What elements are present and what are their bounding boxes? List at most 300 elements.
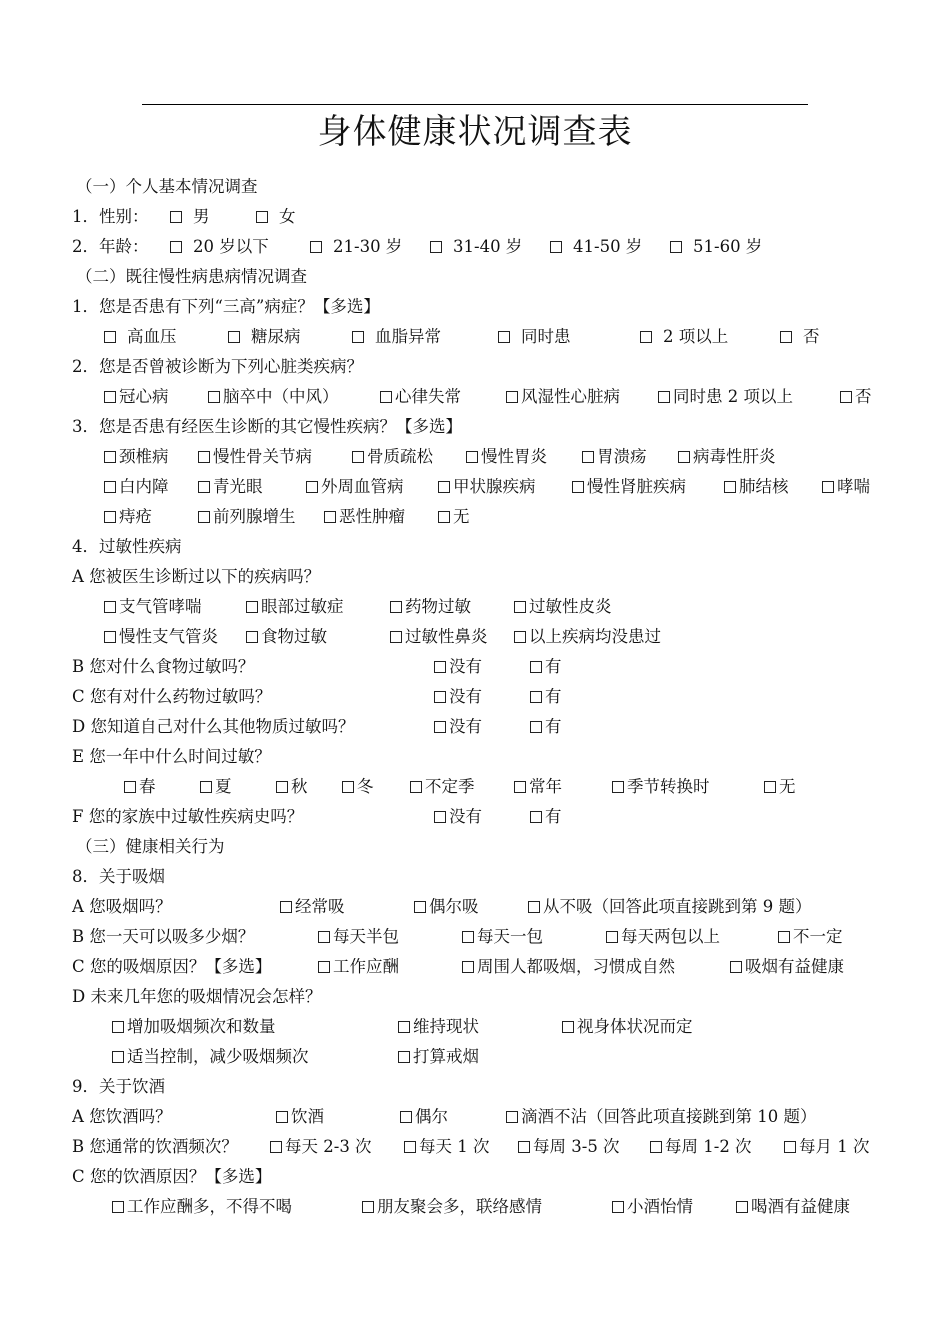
checkbox-icon[interactable] xyxy=(352,451,364,463)
checkbox-option[interactable] xyxy=(198,502,296,532)
checkbox-icon[interactable] xyxy=(514,781,526,793)
checkbox-option[interactable] xyxy=(650,1132,752,1162)
checkbox-icon[interactable] xyxy=(112,1201,124,1213)
option-label: 没有 xyxy=(449,717,482,736)
checkbox-icon[interactable] xyxy=(112,1021,124,1033)
option-label: 视身体状况而定 xyxy=(577,1017,693,1036)
checkbox-option[interactable] xyxy=(414,892,479,922)
checkbox-option[interactable] xyxy=(514,592,612,622)
survey-line xyxy=(0,322,950,352)
checkbox-icon[interactable] xyxy=(606,931,618,943)
survey-line xyxy=(0,922,950,952)
checkbox-icon[interactable] xyxy=(398,1021,410,1033)
checkbox-option[interactable] xyxy=(438,502,470,532)
checkbox-icon[interactable] xyxy=(410,781,422,793)
checkbox-icon[interactable] xyxy=(380,391,392,403)
checkbox-option[interactable] xyxy=(380,382,461,412)
option-label: 2 项以上 xyxy=(663,327,729,346)
checkbox-option[interactable] xyxy=(612,772,710,802)
option-label: 胃溃疡 xyxy=(597,447,647,466)
checkbox-icon[interactable] xyxy=(104,511,116,523)
checkbox-icon[interactable] xyxy=(462,931,474,943)
checkbox-icon[interactable] xyxy=(840,391,852,403)
checkbox-icon[interactable] xyxy=(530,661,542,673)
checkbox-option[interactable] xyxy=(318,922,399,952)
question-text: F 您的家族中过敏性疾病史吗？ xyxy=(72,807,304,826)
option-label: 女 xyxy=(279,207,296,226)
checkbox-option[interactable] xyxy=(780,322,820,352)
option-label: 从不吸（回答此项直接跳到第 9 题） xyxy=(543,897,812,916)
option-label: 春 xyxy=(139,777,156,796)
checkbox-icon[interactable] xyxy=(506,391,518,403)
checkbox-option[interactable] xyxy=(466,442,547,472)
checkbox-icon[interactable] xyxy=(310,241,322,253)
survey-line xyxy=(0,1102,950,1132)
option-label: 每天两包以上 xyxy=(621,927,720,946)
option-label: 颈椎病 xyxy=(119,447,169,466)
option-label: 适当控制，减少吸烟频次 xyxy=(127,1047,309,1066)
option-label: 慢性胃炎 xyxy=(481,447,547,466)
checkbox-option[interactable] xyxy=(658,382,793,412)
checkbox-option[interactable] xyxy=(462,922,543,952)
option-label: 同时患 2 项以上 xyxy=(673,387,793,406)
survey-line xyxy=(0,682,950,712)
checkbox-icon[interactable] xyxy=(530,811,542,823)
checkbox-option[interactable] xyxy=(104,622,218,652)
checkbox-option[interactable] xyxy=(670,232,762,262)
option-label: 慢性肾脏疾病 xyxy=(587,477,686,496)
checkbox-icon[interactable] xyxy=(280,901,292,913)
option-label: 慢性支气管炎 xyxy=(119,627,218,646)
checkbox-icon[interactable] xyxy=(246,631,258,643)
checkbox-option[interactable] xyxy=(430,232,522,262)
survey-line xyxy=(0,262,950,292)
checkbox-option[interactable] xyxy=(280,892,345,922)
option-label: 增加吸烟频次和数量 xyxy=(127,1017,276,1036)
checkbox-option[interactable] xyxy=(362,1192,542,1222)
option-label: 夏 xyxy=(215,777,232,796)
option-label: 过敏性鼻炎 xyxy=(405,627,488,646)
survey-line xyxy=(0,232,950,262)
survey-line xyxy=(0,1162,950,1192)
checkbox-option[interactable] xyxy=(530,712,562,742)
option-label: 哮喘 xyxy=(837,477,870,496)
checkbox-option[interactable] xyxy=(170,202,210,232)
option-label: 51-60 岁 xyxy=(693,237,763,256)
option-label: 否 xyxy=(803,327,820,346)
checkbox-option[interactable] xyxy=(352,442,433,472)
survey-line xyxy=(0,502,950,532)
checkbox-option[interactable] xyxy=(562,1012,693,1042)
checkbox-icon[interactable] xyxy=(124,781,136,793)
question-text: B 您一天可以吸多少烟？ xyxy=(72,927,255,946)
checkbox-icon[interactable] xyxy=(434,691,446,703)
checkbox-icon[interactable] xyxy=(104,631,116,643)
checkbox-option[interactable] xyxy=(104,442,169,472)
checkbox-icon[interactable] xyxy=(572,481,584,493)
checkbox-icon[interactable] xyxy=(780,331,792,343)
checkbox-icon[interactable] xyxy=(438,511,450,523)
checkbox-icon[interactable] xyxy=(514,631,526,643)
option-label: 小酒怡情 xyxy=(627,1197,693,1216)
checkbox-icon[interactable] xyxy=(658,391,670,403)
checkbox-icon[interactable] xyxy=(198,511,210,523)
option-label: 高血压 xyxy=(127,327,177,346)
survey-line xyxy=(0,832,950,862)
survey-line xyxy=(0,652,950,682)
option-label: 周围人都吸烟，习惯成自然 xyxy=(477,957,675,976)
checkbox-option[interactable] xyxy=(530,682,562,712)
checkbox-icon[interactable] xyxy=(582,451,594,463)
checkbox-option[interactable] xyxy=(306,472,404,502)
checkbox-option[interactable] xyxy=(550,232,642,262)
survey-line xyxy=(0,172,950,202)
checkbox-icon[interactable] xyxy=(530,721,542,733)
checkbox-icon[interactable] xyxy=(640,331,652,343)
checkbox-icon[interactable] xyxy=(434,661,446,673)
checkbox-option[interactable] xyxy=(276,772,308,802)
question-text: （三）健康相关行为 xyxy=(76,837,225,856)
checkbox-icon[interactable] xyxy=(462,961,474,973)
question-text: 1．性别： xyxy=(72,207,149,226)
checkbox-icon[interactable] xyxy=(208,391,220,403)
option-label: 朋友聚会多，联络感情 xyxy=(377,1197,542,1216)
checkbox-option[interactable] xyxy=(498,322,571,352)
question-text: C 您的吸烟原因？【多选】 xyxy=(72,957,272,976)
option-label: 饮酒 xyxy=(291,1107,324,1126)
option-label: 每周 3-5 次 xyxy=(533,1137,620,1156)
checkbox-icon[interactable] xyxy=(670,241,682,253)
question-text: C 您的饮酒原因？【多选】 xyxy=(72,1167,272,1186)
checkbox-option[interactable] xyxy=(104,592,202,622)
checkbox-option[interactable] xyxy=(724,472,789,502)
checkbox-option[interactable] xyxy=(400,1102,448,1132)
question-text: B 您对什么食物过敏吗？ xyxy=(72,657,255,676)
checkbox-icon[interactable] xyxy=(514,601,526,613)
option-label: 前列腺增生 xyxy=(213,507,296,526)
checkbox-option[interactable] xyxy=(246,622,327,652)
checkbox-icon[interactable] xyxy=(200,781,212,793)
question-text: （二）既往慢性病患病情况调查 xyxy=(76,267,307,286)
page-title: 身体健康状况调查表 xyxy=(317,112,633,152)
checkbox-icon[interactable] xyxy=(398,1051,410,1063)
option-label: 秋 xyxy=(291,777,308,796)
checkbox-option[interactable] xyxy=(764,772,796,802)
option-label: 每周 1-2 次 xyxy=(665,1137,752,1156)
checkbox-icon[interactable] xyxy=(246,601,258,613)
checkbox-option[interactable] xyxy=(104,322,177,352)
checkbox-icon[interactable] xyxy=(112,1051,124,1063)
option-label: 肺结核 xyxy=(739,477,789,496)
checkbox-icon[interactable] xyxy=(352,331,364,343)
checkbox-option[interactable] xyxy=(434,712,482,742)
checkbox-icon[interactable] xyxy=(104,601,116,613)
checkbox-option[interactable] xyxy=(256,202,296,232)
checkbox-option[interactable] xyxy=(462,952,675,982)
checkbox-icon[interactable] xyxy=(104,391,116,403)
checkbox-option[interactable] xyxy=(434,682,482,712)
option-label: 眼部过敏症 xyxy=(261,597,344,616)
checkbox-option[interactable] xyxy=(390,622,488,652)
checkbox-icon[interactable] xyxy=(430,241,442,253)
checkbox-icon[interactable] xyxy=(778,931,790,943)
checkbox-icon[interactable] xyxy=(104,451,116,463)
checkbox-icon[interactable] xyxy=(276,781,288,793)
checkbox-icon[interactable] xyxy=(342,781,354,793)
checkbox-icon[interactable] xyxy=(362,1201,374,1213)
checkbox-option[interactable] xyxy=(104,472,169,502)
question-text: A 您吸烟吗？ xyxy=(72,897,172,916)
option-label: 无 xyxy=(779,777,796,796)
checkbox-option[interactable] xyxy=(318,952,399,982)
option-label: 骨质疏松 xyxy=(367,447,433,466)
checkbox-option[interactable] xyxy=(270,1132,372,1162)
option-label: 风湿性心脏病 xyxy=(521,387,620,406)
checkbox-option[interactable] xyxy=(582,442,647,472)
option-label: 工作应酬多，不得不喝 xyxy=(127,1197,292,1216)
checkbox-icon[interactable] xyxy=(764,781,776,793)
checkbox-option[interactable] xyxy=(352,322,441,352)
checkbox-icon[interactable] xyxy=(498,331,510,343)
question-text: 3．您是否患有经医生诊断的其它慢性疾病？【多选】 xyxy=(72,417,462,436)
checkbox-icon[interactable] xyxy=(550,241,562,253)
survey-line xyxy=(0,412,950,442)
option-label: 喝酒有益健康 xyxy=(751,1197,850,1216)
survey-line xyxy=(0,532,950,562)
option-label: 打算戒烟 xyxy=(413,1047,479,1066)
option-label: 20 岁以下 xyxy=(193,237,269,256)
option-label: 没有 xyxy=(449,687,482,706)
option-label: 不定季 xyxy=(425,777,475,796)
checkbox-icon[interactable] xyxy=(390,601,402,613)
survey-line xyxy=(0,742,950,772)
checkbox-option[interactable] xyxy=(678,442,776,472)
option-label: 心律失常 xyxy=(395,387,461,406)
checkbox-option[interactable] xyxy=(506,1102,817,1132)
checkbox-icon[interactable] xyxy=(256,211,268,223)
option-label: 药物过敏 xyxy=(405,597,471,616)
checkbox-option[interactable] xyxy=(530,652,562,682)
checkbox-option[interactable] xyxy=(506,382,620,412)
checkbox-option[interactable] xyxy=(170,232,269,262)
checkbox-option[interactable] xyxy=(246,592,344,622)
checkbox-option[interactable] xyxy=(530,802,562,832)
checkbox-icon[interactable] xyxy=(198,451,210,463)
checkbox-icon[interactable] xyxy=(650,1141,662,1153)
checkbox-icon[interactable] xyxy=(390,631,402,643)
checkbox-option[interactable] xyxy=(438,472,536,502)
option-label: 滴酒不沾（回答此项直接跳到第 10 题） xyxy=(521,1107,817,1126)
option-label: 工作应酬 xyxy=(333,957,399,976)
checkbox-option[interactable] xyxy=(612,1192,693,1222)
checkbox-icon[interactable] xyxy=(318,961,330,973)
checkbox-option[interactable] xyxy=(518,1132,620,1162)
checkbox-option[interactable] xyxy=(840,382,872,412)
option-label: 男 xyxy=(193,207,210,226)
checkbox-option[interactable] xyxy=(822,472,870,502)
checkbox-option[interactable] xyxy=(778,922,843,952)
option-label: 没有 xyxy=(449,807,482,826)
survey-line xyxy=(0,1132,950,1162)
checkbox-icon[interactable] xyxy=(730,961,742,973)
option-label: 恶性肿瘤 xyxy=(339,507,405,526)
question-text: B 您通常的饮酒频次？ xyxy=(72,1137,238,1156)
question-text: A 您饮酒吗？ xyxy=(72,1107,172,1126)
checkbox-icon[interactable] xyxy=(228,331,240,343)
question-text: 8．关于吸烟 xyxy=(72,867,165,886)
option-label: 甲状腺疾病 xyxy=(453,477,536,496)
option-label: 冬 xyxy=(357,777,374,796)
checkbox-option[interactable] xyxy=(198,472,263,502)
survey-line xyxy=(0,1192,950,1222)
checkbox-option[interactable] xyxy=(104,502,152,532)
checkbox-option[interactable] xyxy=(198,442,312,472)
checkbox-icon[interactable] xyxy=(724,481,736,493)
checkbox-option[interactable] xyxy=(640,322,728,352)
option-label: 偶尔吸 xyxy=(429,897,479,916)
checkbox-option[interactable] xyxy=(112,1012,276,1042)
question-text: 9．关于饮酒 xyxy=(72,1077,165,1096)
checkbox-option[interactable] xyxy=(112,1042,309,1072)
question-text: 2．年龄： xyxy=(72,237,149,256)
checkbox-icon[interactable] xyxy=(612,781,624,793)
checkbox-option[interactable] xyxy=(342,772,374,802)
survey-line xyxy=(0,592,950,622)
checkbox-icon[interactable] xyxy=(198,481,210,493)
checkbox-icon[interactable] xyxy=(784,1141,796,1153)
checkbox-icon[interactable] xyxy=(528,901,540,913)
checkbox-icon[interactable] xyxy=(306,481,318,493)
checkbox-option[interactable] xyxy=(572,472,686,502)
checkbox-icon[interactable] xyxy=(736,1201,748,1213)
checkbox-icon[interactable] xyxy=(270,1141,282,1153)
checkbox-option[interactable] xyxy=(434,652,482,682)
checkbox-icon[interactable] xyxy=(434,721,446,733)
survey-line xyxy=(0,802,950,832)
checkbox-icon[interactable] xyxy=(400,1111,412,1123)
option-label: 青光眼 xyxy=(213,477,263,496)
checkbox-icon[interactable] xyxy=(506,1111,518,1123)
checkbox-option[interactable] xyxy=(730,952,844,982)
checkbox-option[interactable] xyxy=(324,502,405,532)
checkbox-icon[interactable] xyxy=(104,331,116,343)
option-label: 脑卒中（中风） xyxy=(223,387,339,406)
option-label: 以上疾病均没患过 xyxy=(529,627,661,646)
checkbox-icon[interactable] xyxy=(612,1201,624,1213)
option-label: 痔疮 xyxy=(119,507,152,526)
checkbox-icon[interactable] xyxy=(822,481,834,493)
checkbox-option[interactable] xyxy=(112,1192,292,1222)
checkbox-option[interactable] xyxy=(410,772,475,802)
checkbox-option[interactable] xyxy=(784,1132,870,1162)
checkbox-icon[interactable] xyxy=(170,241,182,253)
option-label: 维持现状 xyxy=(413,1017,479,1036)
checkbox-option[interactable] xyxy=(276,1102,324,1132)
option-label: 过敏性皮炎 xyxy=(529,597,612,616)
survey-line xyxy=(0,292,950,322)
option-label: 有 xyxy=(545,657,562,676)
checkbox-icon[interactable] xyxy=(466,451,478,463)
survey-line xyxy=(0,892,950,922)
option-label: 季节转换时 xyxy=(627,777,710,796)
survey-line xyxy=(0,772,950,802)
checkbox-icon[interactable] xyxy=(678,451,690,463)
option-label: 每天一包 xyxy=(477,927,543,946)
option-label: 偶尔 xyxy=(415,1107,448,1126)
option-label: 有 xyxy=(545,687,562,706)
checkbox-option[interactable] xyxy=(404,1132,490,1162)
option-label: 每天 2-3 次 xyxy=(285,1137,372,1156)
option-label: 每天半包 xyxy=(333,927,399,946)
question-text: D 未来几年您的吸烟情况会怎样？ xyxy=(72,987,322,1006)
option-label: 没有 xyxy=(449,657,482,676)
option-label: 慢性骨关节病 xyxy=(213,447,312,466)
question-text: 4．过敏性疾病 xyxy=(72,537,182,556)
option-label: 血脂异常 xyxy=(375,327,441,346)
checkbox-option[interactable] xyxy=(124,772,156,802)
checkbox-option[interactable] xyxy=(228,322,301,352)
option-label: 白内障 xyxy=(119,477,169,496)
checkbox-icon[interactable] xyxy=(170,211,182,223)
checkbox-icon[interactable] xyxy=(438,481,450,493)
checkbox-option[interactable] xyxy=(398,1012,479,1042)
question-text: E 您一年中什么时间过敏？ xyxy=(72,747,271,766)
checkbox-icon[interactable] xyxy=(104,481,116,493)
checkbox-option[interactable] xyxy=(736,1192,850,1222)
option-label: 经常吸 xyxy=(295,897,345,916)
survey-line xyxy=(0,472,950,502)
checkbox-option[interactable] xyxy=(200,772,232,802)
option-label: 常年 xyxy=(529,777,562,796)
option-label: 食物过敏 xyxy=(261,627,327,646)
checkbox-option[interactable] xyxy=(514,622,661,652)
checkbox-icon[interactable] xyxy=(414,901,426,913)
option-label: 41-50 岁 xyxy=(573,237,643,256)
option-label: 外周血管病 xyxy=(321,477,404,496)
checkbox-icon[interactable] xyxy=(562,1021,574,1033)
survey-line xyxy=(0,712,950,742)
question-text: A 您被医生诊断过以下的疾病吗？ xyxy=(72,567,321,586)
checkbox-icon[interactable] xyxy=(518,1141,530,1153)
checkbox-option[interactable] xyxy=(434,802,482,832)
checkbox-option[interactable] xyxy=(606,922,720,952)
survey-line xyxy=(0,952,950,982)
checkbox-option[interactable] xyxy=(208,382,339,412)
option-label: 21-30 岁 xyxy=(333,237,403,256)
question-text: 2．您是否曾被诊断为下列心脏类疾病？ xyxy=(72,357,363,376)
checkbox-option[interactable] xyxy=(514,772,562,802)
checkbox-option[interactable] xyxy=(390,592,471,622)
survey-line xyxy=(0,1072,950,1102)
option-label: 同时患 xyxy=(521,327,571,346)
checkbox-icon[interactable] xyxy=(324,511,336,523)
checkbox-icon[interactable] xyxy=(530,691,542,703)
checkbox-option[interactable] xyxy=(310,232,402,262)
checkbox-option[interactable] xyxy=(104,382,169,412)
checkbox-option[interactable] xyxy=(398,1042,479,1072)
survey-line xyxy=(0,622,950,652)
question-text: C 您有对什么药物过敏吗？ xyxy=(72,687,272,706)
checkbox-icon[interactable] xyxy=(404,1141,416,1153)
option-label: 有 xyxy=(545,717,562,736)
checkbox-icon[interactable] xyxy=(318,931,330,943)
question-text: D 您知道自己对什么其他物质过敏吗？ xyxy=(72,717,355,736)
checkbox-icon[interactable] xyxy=(276,1111,288,1123)
option-label: 吸烟有益健康 xyxy=(745,957,844,976)
checkbox-option[interactable] xyxy=(528,892,812,922)
checkbox-icon[interactable] xyxy=(434,811,446,823)
option-label: 糖尿病 xyxy=(251,327,301,346)
